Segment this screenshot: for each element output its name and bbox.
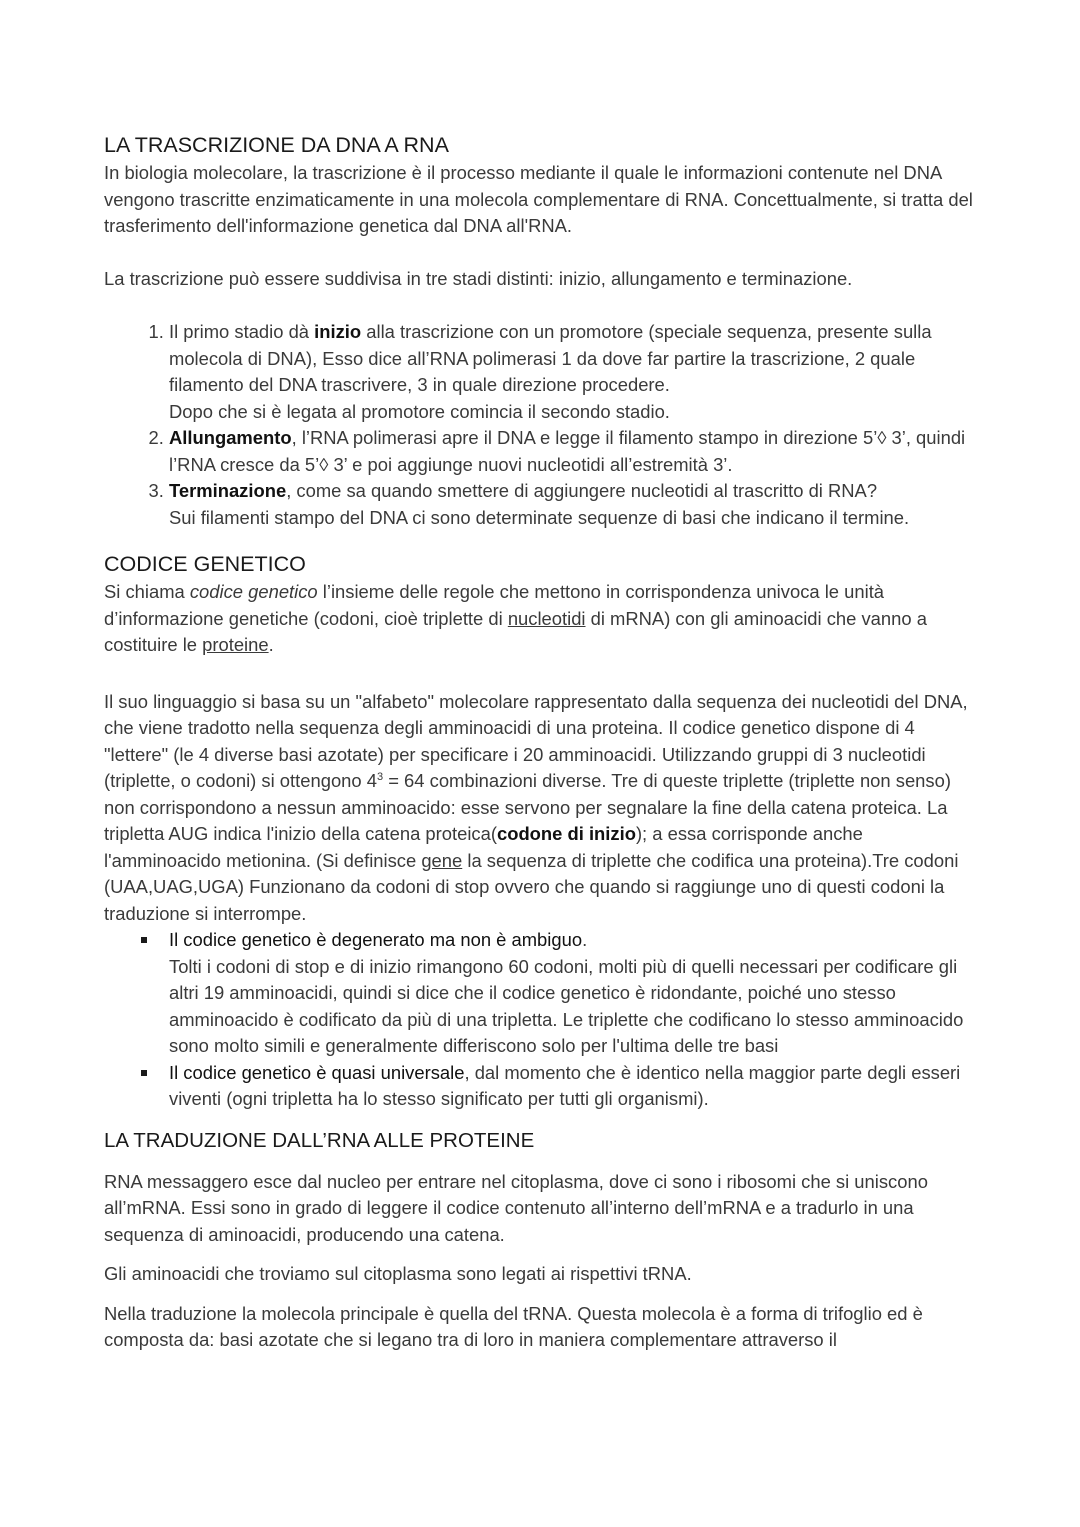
- section-title-traduzione: LA TRADUZIONE DALL’RNA ALLE PROTEINE: [104, 1128, 535, 1152]
- trascrizione-stages: La trascrizione può essere suddivisa in tre stadi distinti: inizio, allungamento e terminazione.: [104, 268, 853, 289]
- stage-item-allungamento: 2. Allungamento, l’RNA polimerasi apre il DNA e legge il filamento stampo in direzione 5’◊ 3’, quindi l’RNA cresce da 5’◊ 3’ e poi aggiunge nuovi nucleotidi all’estremità 3’.: [169, 425, 984, 478]
- link-gene[interactable]: gene: [421, 849, 463, 871]
- term-allungamento: Allungamento: [169, 427, 292, 448]
- link-proteine[interactable]: proteine: [202, 634, 269, 655]
- stage-item-inizio: 1. Il primo stadio dà inizio alla trascrizione con un promotore (speciale sequenza, presente sulla molecola di DNA), Esso dice all’RNA polimerasi 1 da dove far partire la trascrizione, 2 quale filamento del DNA trascrivere, 3 in quale direzione procedere. Dopo che si è legata al promotore comincia il secondo stadio.: [169, 319, 984, 425]
- term-inizio: inizio: [314, 321, 362, 342]
- property-degenerato: Il codice genetico è degenerato ma non è ambiguo. Tolti i codoni di stop e di inizio rimangono 60 codoni, molti più di quelli necessari per codificare gli altri 19 amminoacidi, quindi si dice che il codice genetico è ridondante, poiché uno stesso amminoacido è codificato da più di una tripletta. Le triplette che codificano lo stesso amminoacido sono molto simili e generalmente differiscono solo per l'ultima delle tre basi: [169, 927, 984, 1060]
- traduzione-p3: Nella traduzione la molecola principale è quella del tRNA. Questa molecola è a forma di trifoglio ed è composta da: basi azotate che si legano tra di loro in maniera complementare attraverso il: [104, 1302, 923, 1350]
- codice-properties-list: [104, 927, 984, 1113]
- traduzione-p2: Gli aminoacidi che troviamo sul citoplasma sono legati ai rispettivi tRNA.: [104, 1263, 692, 1284]
- section-title-trascrizione: LA TRASCRIZIONE DA DNA A RNA: [104, 133, 449, 157]
- stage-item-terminazione: 3. Terminazione, come sa quando smettere di aggiungere nucleotidi al trascritto di RNA? Sui filamenti stampo del DNA ci sono determinate sequenze di basi che indicano il termine.: [169, 478, 984, 531]
- codice-explanation: Il suo linguaggio si basa su un "alfabeto" molecolare rappresentato dalla sequenza dei nucleotidi del DNA, che viene tradotto nella sequenza degli amminoacidi di una proteina. Il codice genetico dispone di 4 "lettere" (le 4 diverse basi azotate) per specificare i 20 amminoacidi. Utilizzando gruppi di 3 nucleotidi (triplette, o codoni) si ottengono $4^3 = 64$ combinazioni diverse. Tre di queste triplette (triplette non senso) non corrispondono a nessun amminoacido: esse servono per segnalare la fine della catena proteica. La tripletta AUG indica l'inizio della catena proteica(codone di inizio); a essa corrisponde anche l'amminoacido metionina. (Si definisce gene la sequenza di triplette che codifica una proteina).Tre codoni (UAA,UAG,UGA) Funzionano da codoni di stop ovvero che quando si raggiunge uno di questi codoni la traduzione si interrompe.: [104, 690, 968, 924]
- section-title-codice-genetico: CODICE GENETICO: [104, 552, 306, 576]
- codice-definition: Si chiama codice genetico l’insieme delle regole che mettono in corrispondenza univoca le unità d’informazione genetiche (codoni, cioè triplette di nucleotidi di mRNA) con gli aminoacidi che vanno a costituire le proteine.: [104, 581, 927, 655]
- link-nucleotidi[interactable]: nucleotidi: [507, 607, 586, 629]
- traduzione-p1: RNA messaggero esce dal nucleo per entrare nel citoplasma, dove ci sono i ribosomi che si uniscono all’mRNA. Essi sono in grado di leggere il codice contenuto all’interno dell’mRNA e a tradurlo in una sequenza di aminoacidi, producendo una catena.: [104, 1170, 928, 1245]
- property-universale: Il codice genetico è quasi universale, dal momento che è identico nella maggior parte degli esseri viventi (ogni tripletta ha lo stesso significato per tutti gli organismi).: [169, 1060, 984, 1113]
- stages-list: [104, 319, 984, 531]
- trascrizione-intro: In biologia molecolare, la trascrizione è il processo mediante il quale le informazioni contenute nel DNA vengono trascritte enzimaticamente in una molecola complementare di RNA. Concettualmente, si tratta del trasferimento dell'informazione genetica dal DNA all'RNA.: [104, 162, 973, 236]
- document-page: [104, 130, 984, 1354]
- term-terminazione: Terminazione: [169, 480, 287, 501]
